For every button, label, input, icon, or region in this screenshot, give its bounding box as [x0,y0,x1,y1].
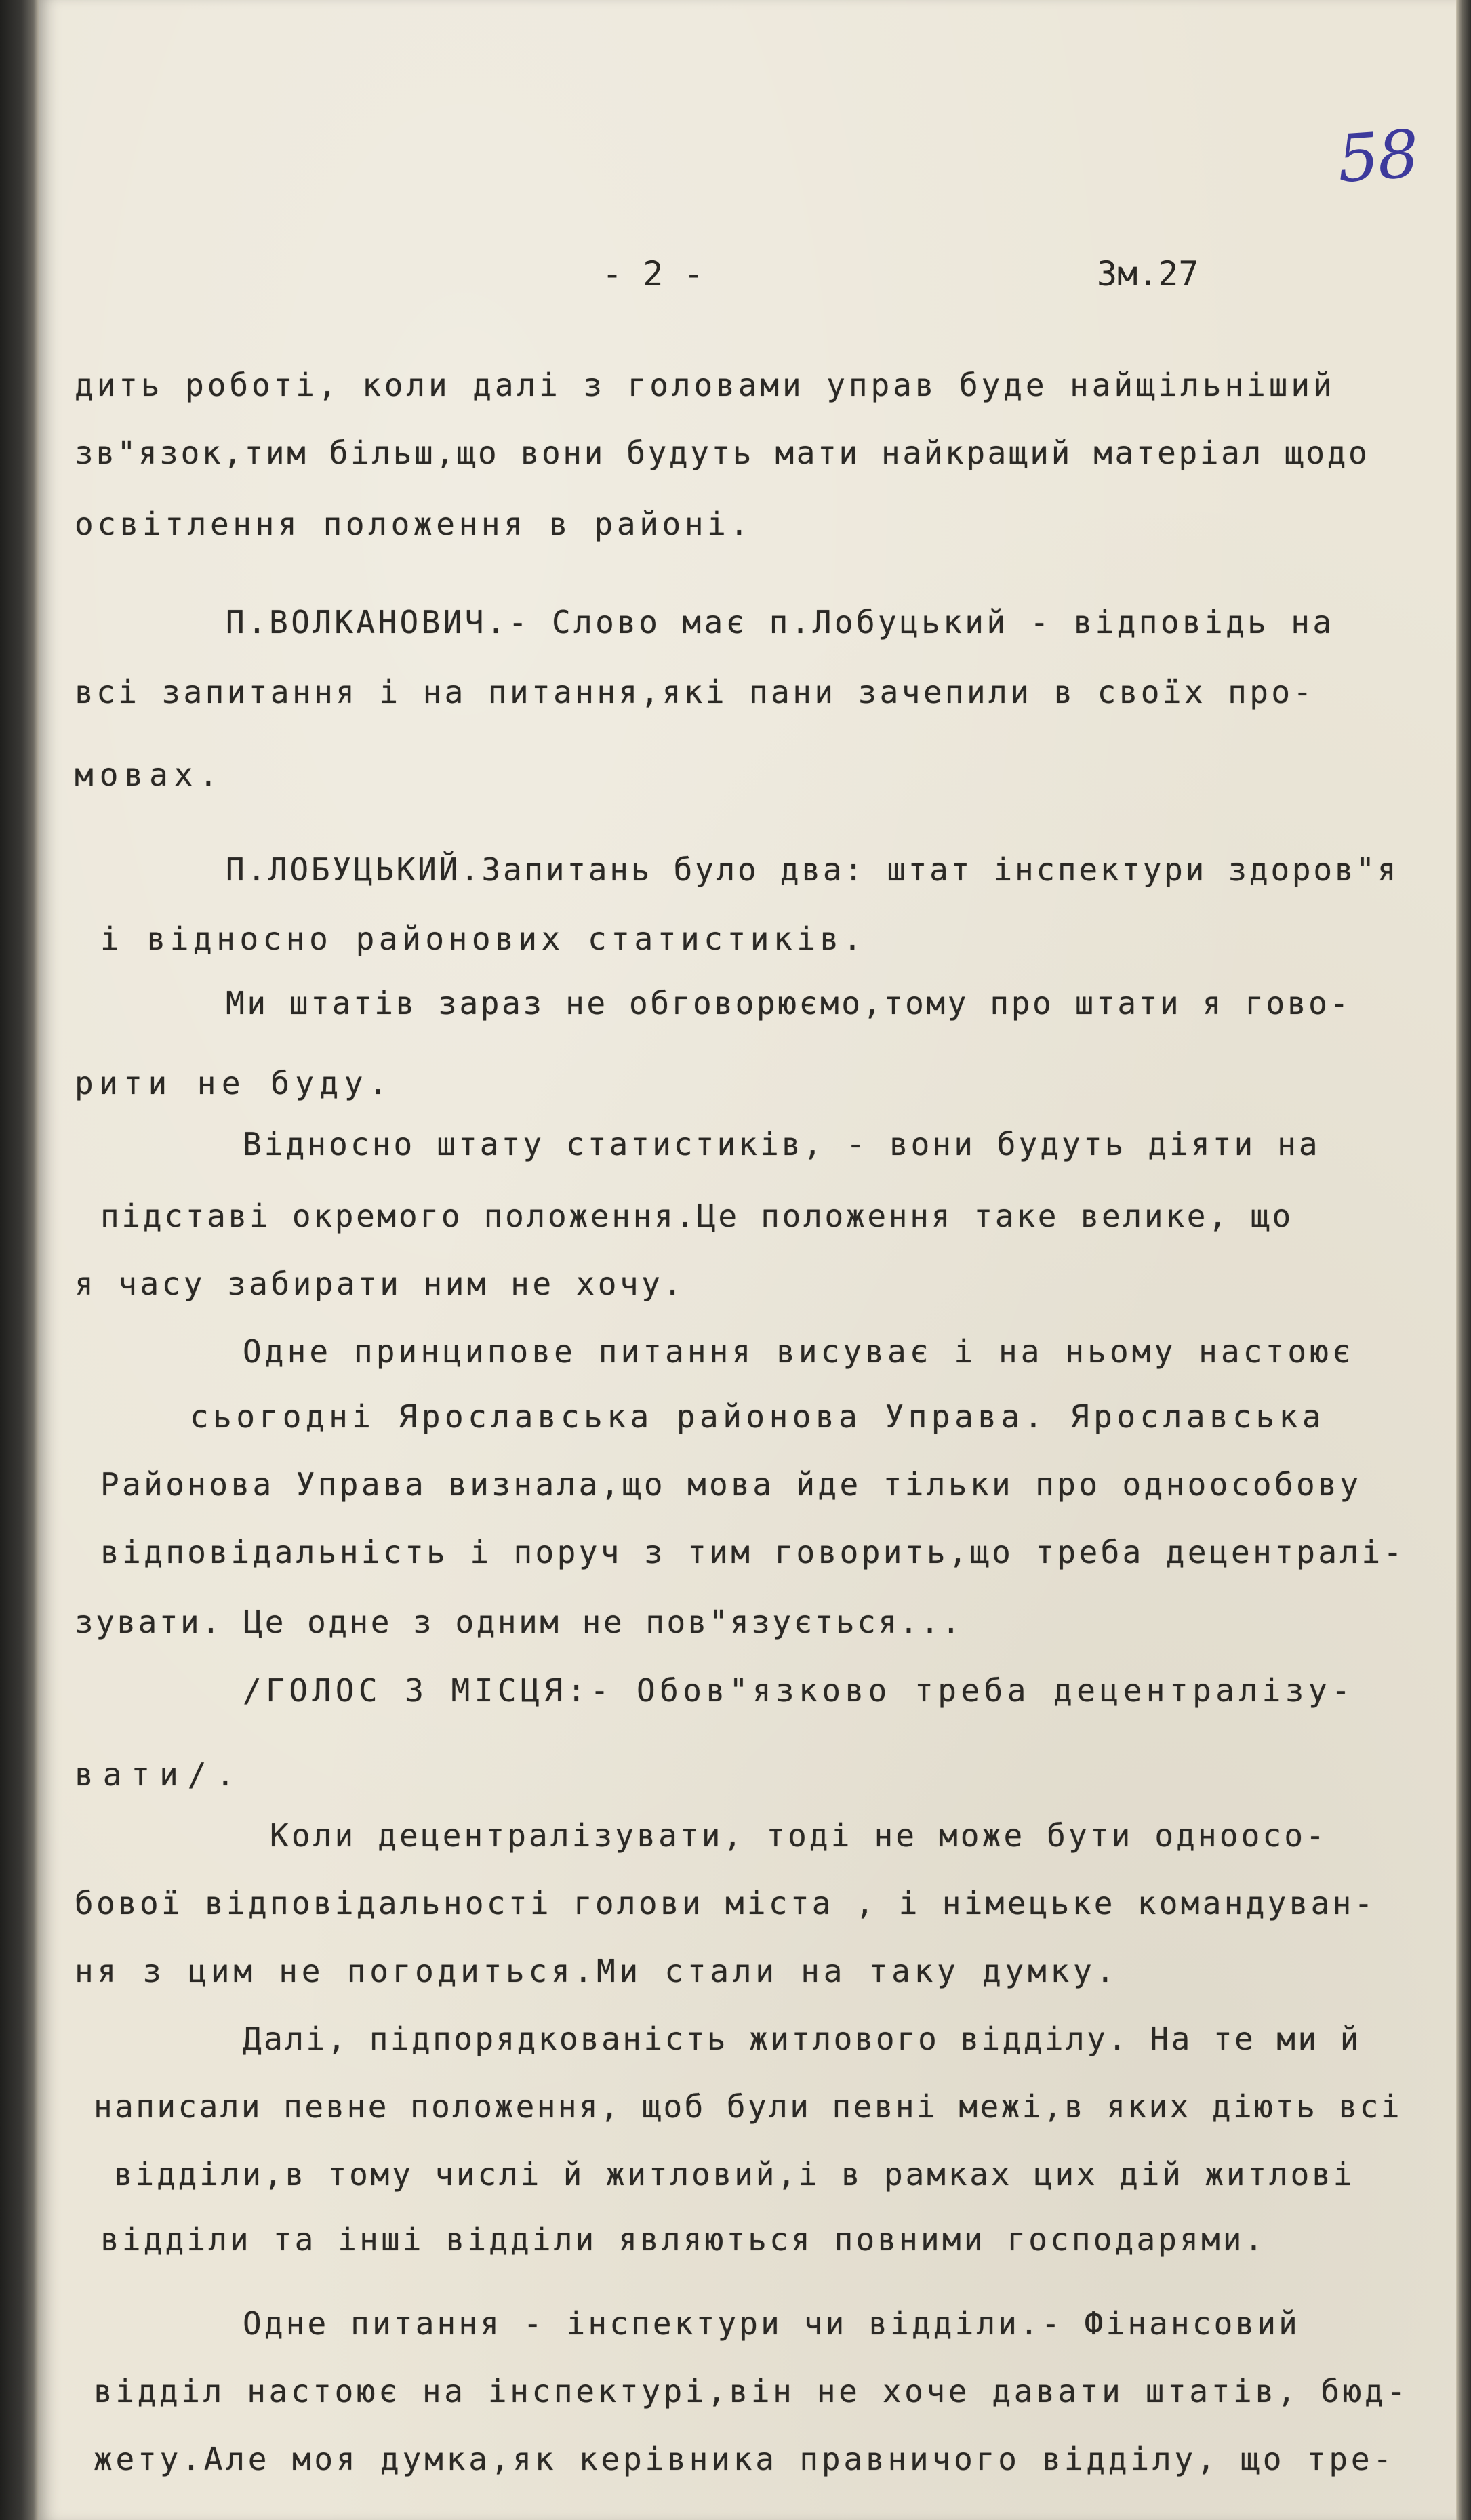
text-line: всі запитання і на питання,які пани зачепили в своїх про- [75,674,1315,710]
text-line: відповідальність і поруч з тим говорить,що треба децентралі- [100,1534,1405,1570]
text-line: ня з цим не погодиться.Ми стали на таку думку. [75,1953,1119,1989]
text-line: жету.Але моя думка,як керівника правничого відділу, що тре- [94,2441,1395,2477]
document-page [39,0,1456,2520]
text-line: П.ВОЛКАНОВИЧ.- Слово має п.Лобуцький - відповідь на [226,604,1335,641]
text-line: освітлення положення в районі. [75,506,752,542]
text-line: і відносно районових статистиків. [100,920,866,957]
text-line: Далі, підпорядкованість житлового відділу. На те ми й [243,2020,1361,2057]
text-line: дить роботі, коли далі з головами управ буде найщільніший [75,367,1335,403]
scan-left-edge [0,0,39,2520]
text-line: мовах. [75,756,224,793]
text-line: Районова Управа визнала,що мова йде тільки про одноособову [100,1466,1362,1503]
text-line: Одне питання - інспектури чи відділи.- Фінансовий [243,2305,1301,2342]
text-line: відділи,в тому числі й житловий,і в рамках цих дій житлові [114,2156,1355,2193]
page-number: - 2 - [602,254,704,293]
text-line: підставі окремого положення.Це положення таке велике, що [100,1198,1293,1234]
text-line: Одне принципове питання висуває і на ньому настоює [243,1333,1354,1370]
text-line: зувати. Це одне з одним не пов"язується... [75,1604,963,1640]
text-line: /ГОЛОС З МІСЦЯ:- Обов"язково треба децентралізу- [243,1672,1355,1709]
text-line: вати/. [75,1756,245,1793]
folio-number: 58 [1335,116,1420,197]
text-line: зв"язок,тим більш,що вони будуть мати найкращий матеріал щодо [75,434,1370,471]
text-line: відділ настоює на інспектурі,він не хоче давати штатів, бюд- [94,2373,1409,2410]
text-line: Відносно штату статистиків, - вони будуть діяти на [243,1126,1321,1162]
text-line: П.ЛОБУЦЬКИЙ.Запитань було два: штат інспектури здоров"я [226,851,1399,888]
text-line: Ми штатів зараз не обговорюємо,тому про штати я гово- [226,985,1351,1021]
text-line: рити не буду. [75,1065,394,1101]
text-line: відділи та інші відділи являються повними господарями. [100,2221,1266,2258]
text-line: сьогодні Ярославська районова Управа. Ярославська [190,1398,1326,1435]
text-line: я часу забирати ним не хочу. [75,1265,685,1302]
scan-right-edge [1456,0,1471,2520]
text-line: Коли децентралізувати, тоді не може бути одноосо- [270,1817,1328,1854]
text-line: бової відповідальності голови міста , і німецьке командуван- [75,1885,1376,1922]
document-reference: Зм.27 [1097,254,1199,293]
text-line: написали певне положення, щоб були певні межі,в яких діють всі [94,2088,1403,2125]
